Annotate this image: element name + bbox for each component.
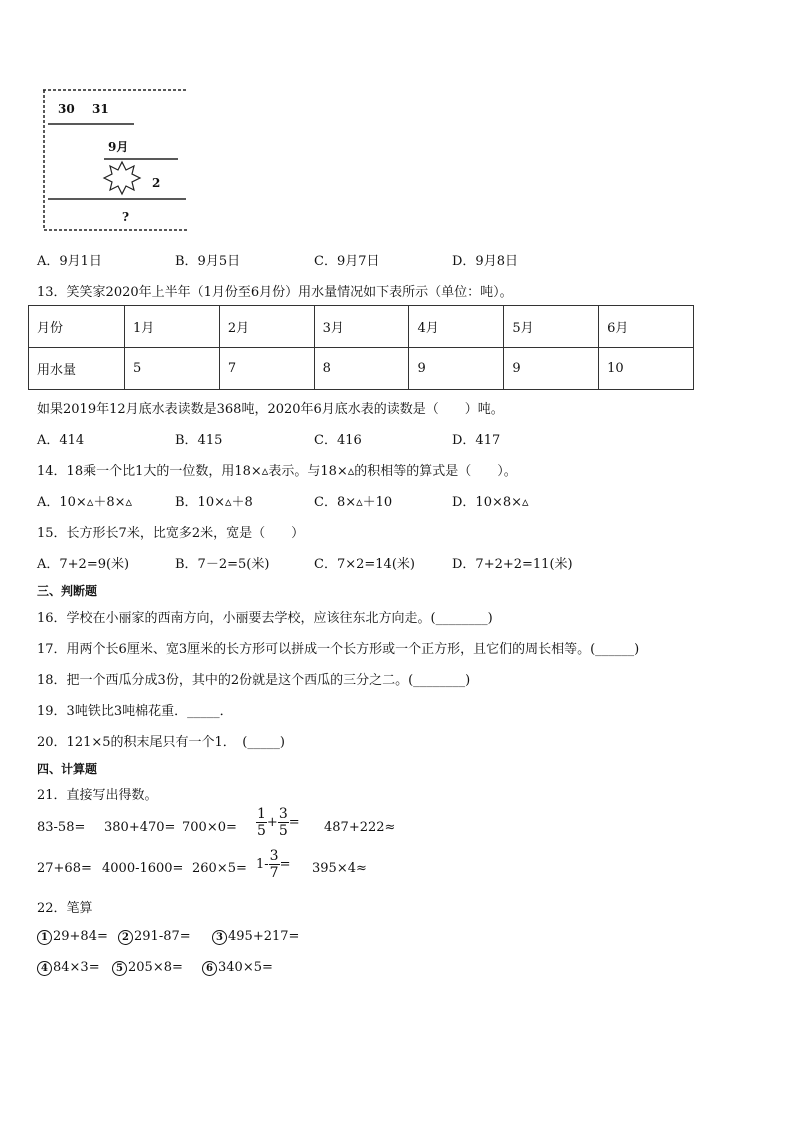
q13-option-b: B．415 <box>175 433 223 448</box>
expression: 495+217= <box>228 929 300 944</box>
cal-month-label: 9月 <box>108 140 129 154</box>
fraction <box>278 806 289 839</box>
q21-item: 27+68= <box>37 861 92 876</box>
q18-statement: 18．把一个西瓜分成3份，其中的2份就是这个西瓜的三分之二。(________) <box>37 673 471 688</box>
circled-number: 3 <box>212 930 227 945</box>
section-heading-calculation: 四、计算题 <box>37 762 98 776</box>
cal-day-31: 31 <box>92 102 109 116</box>
table-cell: 10 <box>599 348 694 390</box>
plus-sign: + <box>266 815 278 830</box>
q22-item <box>118 929 191 945</box>
table-cell: 5 <box>125 348 220 390</box>
denominator: 5 <box>278 823 288 839</box>
q21-item: 4000-1600= <box>102 861 184 876</box>
table-cell: 月份 <box>29 306 125 348</box>
q21-item: 395×4≈ <box>312 861 367 876</box>
equals-sign: = <box>288 815 300 830</box>
water-usage-table <box>28 305 694 390</box>
table-cell: 2月 <box>219 306 314 348</box>
cal-day-30: 30 <box>58 102 75 116</box>
q21-item: 700×0= <box>182 820 237 835</box>
q13-question: 13．笑笑家2020年上半年（1月份至6月份）用水量情况如下表所示（单位：吨）。 <box>37 285 513 300</box>
q12-option-c: C．9月7日 <box>314 254 380 269</box>
table-cell: 3月 <box>314 306 409 348</box>
denominator: 7 <box>269 865 279 881</box>
table-cell: 5月 <box>504 306 599 348</box>
numerator: 1 <box>257 806 266 822</box>
q12-option-d: D．9月8日 <box>452 254 518 269</box>
q15-option-a: A．7+2=9(米) <box>37 557 130 572</box>
fraction <box>269 848 280 881</box>
q13-option-a: A．414 <box>37 433 85 448</box>
q14-question: 14．18乘一个比1大的一位数，用18×▵表示。与18×▵的积相等的算式是（ ）。 <box>37 464 517 479</box>
q21-item: 260×5= <box>192 861 247 876</box>
q13-option-d: D．417 <box>452 433 501 448</box>
q15-option-c: C．7×2=14(米) <box>314 557 415 572</box>
q22-title: 22．笔算 <box>37 901 93 916</box>
q15-option-b: B．7－2=5(米) <box>175 557 270 572</box>
q22-item <box>37 929 108 945</box>
section-heading-judgement: 三、判断题 <box>37 584 98 598</box>
q15-option-d: D．7+2+2=11(米) <box>452 557 573 572</box>
q13-followup: 如果2019年12月底水表读数是368吨，2020年6月底水表的读数是（ ）吨。 <box>37 402 504 417</box>
numerator: 3 <box>278 806 288 822</box>
minuend: 1- <box>256 857 269 872</box>
table-cell: 4月 <box>409 306 504 348</box>
q14-option-a: A．10×▵＋8×▵ <box>37 495 133 510</box>
fraction <box>256 806 267 839</box>
q22-item <box>202 960 273 976</box>
cal-day-2: 2 <box>152 176 161 190</box>
numerator: 3 <box>269 848 279 864</box>
q21-fraction-diff <box>256 848 291 881</box>
q14-option-c: C．8×▵＋10 <box>314 495 393 510</box>
table-cell: 7 <box>219 348 314 390</box>
table-cell: 8 <box>314 348 409 390</box>
q20-statement: 20．121×5的积末尾只有一个1． (_____) <box>37 735 285 750</box>
q13-option-c: C．416 <box>314 433 362 448</box>
burst-icon <box>104 162 140 194</box>
q22-item <box>212 929 299 945</box>
circled-number: 2 <box>118 930 133 945</box>
q21-title: 21．直接写出得数。 <box>37 788 158 803</box>
q14-option-b: B．10×▵＋8 <box>175 495 253 510</box>
table-cell: 9 <box>504 348 599 390</box>
table-cell: 用水量 <box>29 348 125 390</box>
table-cell: 6月 <box>599 306 694 348</box>
circled-number: 4 <box>37 961 52 976</box>
table-cell: 1月 <box>125 306 220 348</box>
q21-item: 83-58= <box>37 820 86 835</box>
expression: 84×3= <box>53 960 100 975</box>
table-row <box>29 306 694 348</box>
calendar-figure <box>42 88 188 232</box>
q17-statement: 17．用两个长6厘米、宽3厘米的长方形可以拼成一个长方形或一个正方形，且它们的周长相等。(______) <box>37 642 640 657</box>
q12-option-b: B．9月5日 <box>175 254 241 269</box>
expression: 340×5= <box>218 960 273 975</box>
q12-option-a: A．9月1日 <box>37 254 102 269</box>
q22-item <box>37 960 100 976</box>
circled-number: 5 <box>112 961 127 976</box>
q21-fraction-sum <box>256 806 300 839</box>
q14-option-d: D．10×8×▵ <box>452 495 529 510</box>
q22-item <box>112 960 183 976</box>
equals-sign: = <box>279 857 291 872</box>
circled-number: 1 <box>37 930 52 945</box>
expression: 291-87= <box>134 929 191 944</box>
q19-statement: 19．3吨铁比3吨棉花重．_____． <box>37 704 233 719</box>
expression: 29+84= <box>53 929 108 944</box>
denominator: 5 <box>257 823 266 839</box>
q15-question: 15．长方形长7米，比宽多2米，宽是（ ） <box>37 526 305 541</box>
expression: 205×8= <box>128 960 183 975</box>
table-cell: 9 <box>409 348 504 390</box>
q21-item: 487+222≈ <box>324 820 396 835</box>
q16-statement: 16．学校在小丽家的西南方向，小丽要去学校，应该往东北方向走。(________) <box>37 611 493 626</box>
circled-number: 6 <box>202 961 217 976</box>
q21-item: 380+470= <box>104 820 176 835</box>
table-row <box>29 348 694 390</box>
cal-question-mark: ? <box>122 210 130 224</box>
